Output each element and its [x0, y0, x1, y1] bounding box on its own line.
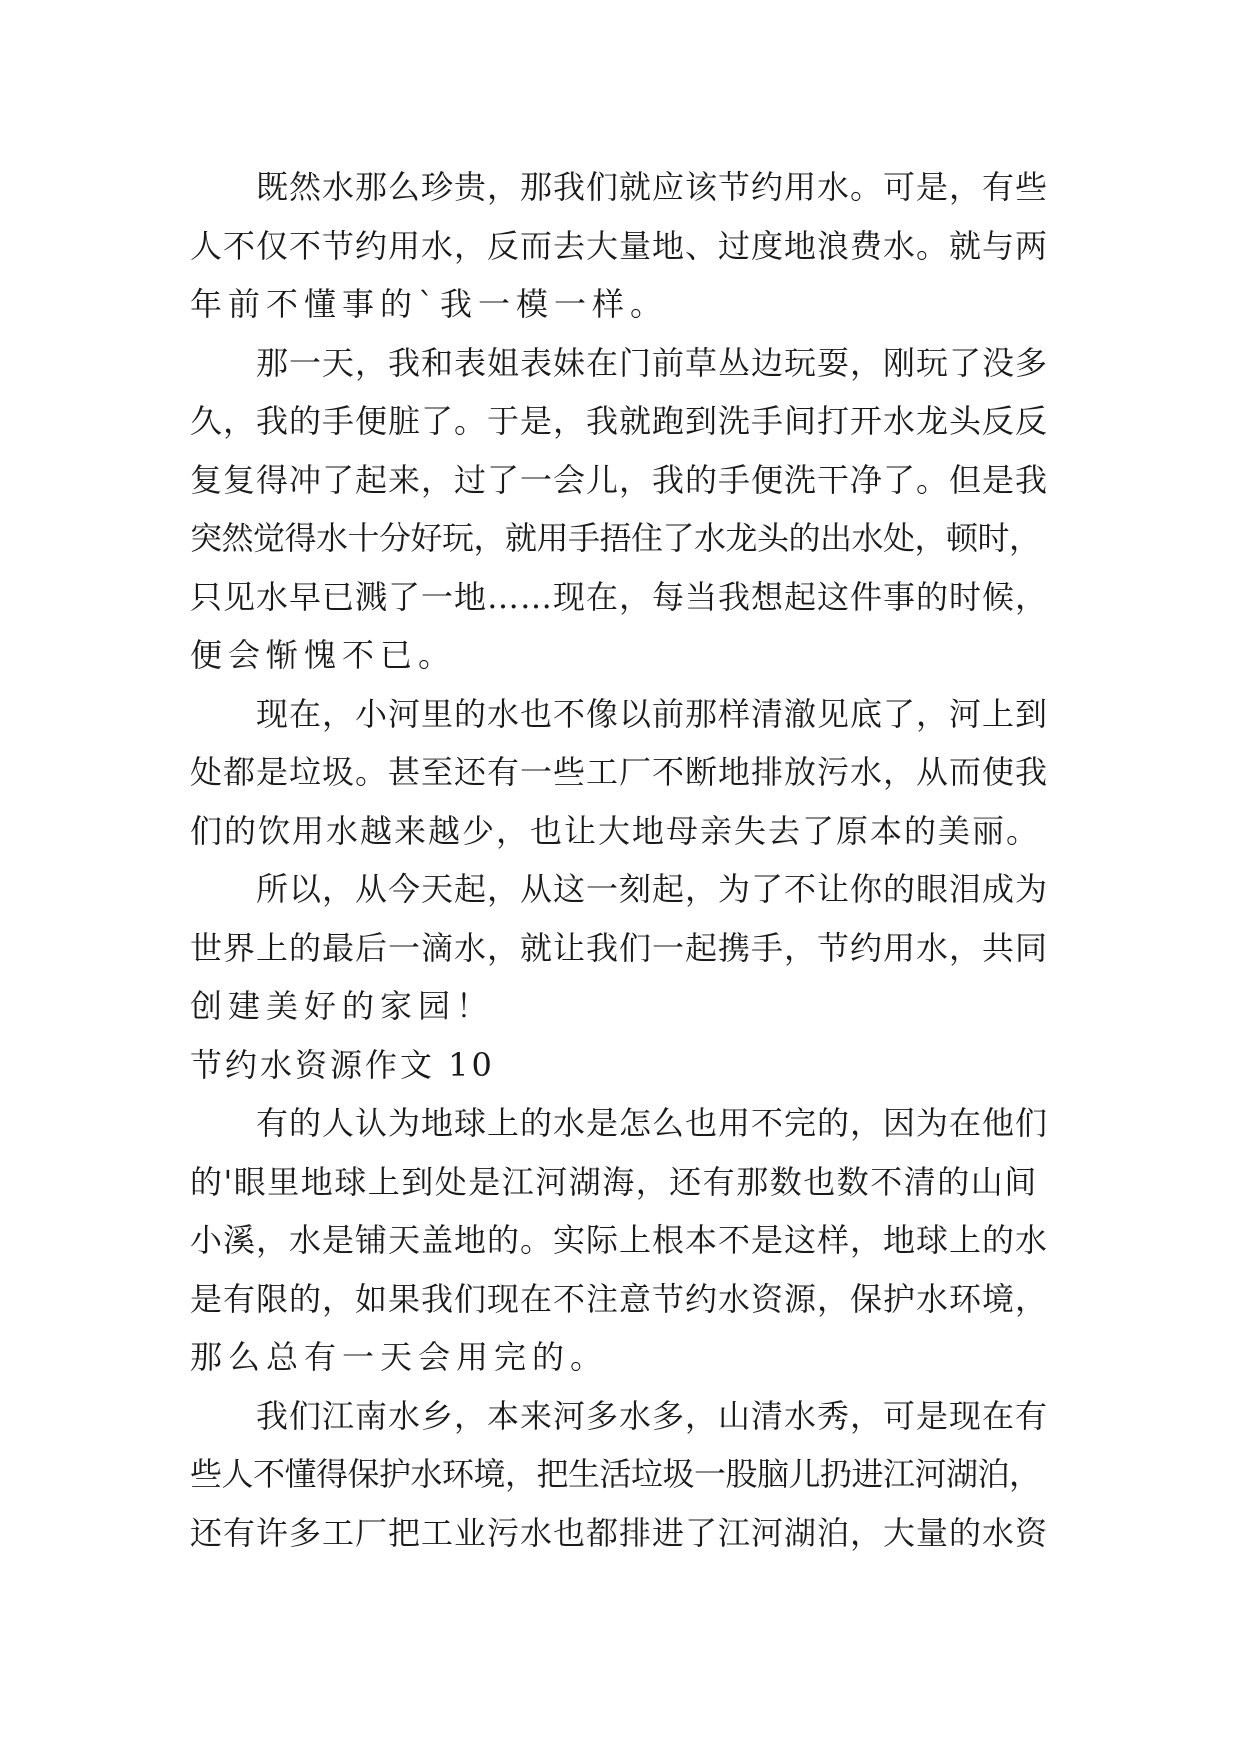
text-line: 是有限的，如果我们现在不注意节约水资源，保护水环境，	[190, 1279, 1049, 1318]
text-line: 只见水早已溅了一地……现在，每当我想起这件事的时候，	[190, 577, 1049, 616]
text-line: 处都是垃圾。甚至还有一些工厂不断地排放污水，从而使我	[190, 753, 1049, 791]
text-line: 还有许多工厂把工业污水也都排进了江河湖泊，大量的水资	[190, 1513, 1049, 1552]
document-body	[190, 158, 1050, 1562]
text-line: 创建美好的家园！	[190, 987, 495, 1025]
text-line: 便会惭愧不已。	[190, 636, 457, 674]
text-line: 有的人认为地球上的水是怎么也用不完的，因为在他们	[256, 1104, 1049, 1142]
section-heading: 节约水资源作文 10	[190, 1045, 495, 1084]
text-line: 我们江南水乡，本来河多水多，山清水秀，可是现在有	[256, 1396, 1049, 1435]
text-line: 复复得冲了起来，过了一会儿，我的手便洗干净了。但是我	[190, 460, 1049, 499]
text-line: 久，我的手便脏了。于是，我就跑到洗手间打开水龙头反反	[190, 402, 1049, 440]
text-line: 人不仅不节约用水，反而去大量地、过度地浪费水。就与两	[190, 226, 1049, 265]
text-line: 年前不懂事的`我一模一样。	[190, 285, 669, 323]
text-line: 小溪，水是铺天盖地的。实际上根本不是这样，地球上的水	[190, 1221, 1049, 1259]
text-line: 们的饮用水越来越少，也让大地母亲失去了原本的美丽。	[190, 811, 1041, 850]
text-line: 那么总有一天会用完的。	[190, 1338, 609, 1376]
text-line: 那一天，我和表姐表妹在门前草丛边玩耍，刚玩了没多	[256, 343, 1049, 382]
text-line: 突然觉得水十分好玩，就用手捂住了水龙头的出水处，顿时，	[190, 519, 1041, 557]
text-line: 现在，小河里的水也不像以前那样清澈见底了，河上到	[256, 694, 1049, 733]
text-line: 些人不懂得保护水环境，把生活垃圾一股脑儿扔进江河湖泊，	[190, 1455, 1041, 1493]
text-line: 世界上的最后一滴水，就让我们一起携手，节约用水，共同	[190, 928, 1049, 967]
text-line: 既然水那么珍贵，那我们就应该节约用水。可是，有些	[256, 168, 1049, 206]
text-line: 的'眼里地球上到处是江河湖海，还有那数也数不清的山间	[190, 1162, 1038, 1201]
text-line: 所以，从今天起，从这一刻起，为了不让你的眼泪成为	[256, 870, 1049, 908]
